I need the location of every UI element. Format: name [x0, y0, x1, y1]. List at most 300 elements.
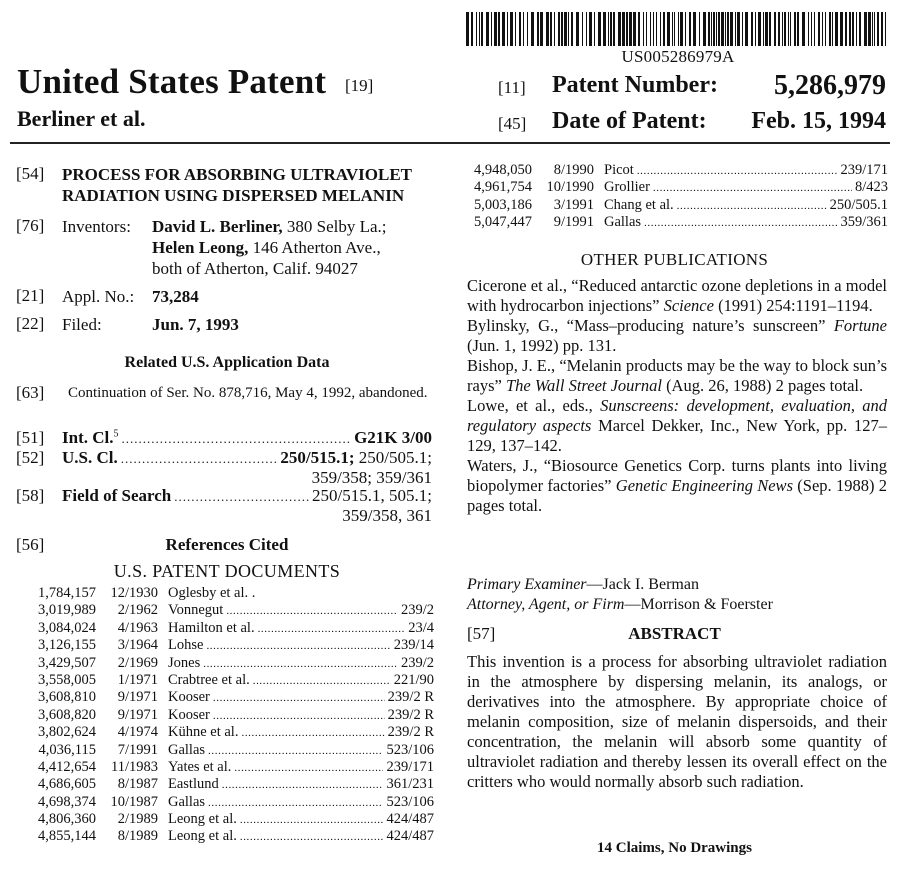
publication-source: Fortune [833, 316, 887, 335]
publication-text: Waters, J., “Biosource Genetics Corp. turns plants into living biopolymer factories” [467, 456, 887, 495]
dot-leader [121, 451, 278, 467]
inventor-name: David L. Berliner, [152, 217, 283, 236]
other-publications-heading: OTHER PUBLICATIONS [580, 250, 769, 269]
reference-inventor: Hamilton et al. [168, 619, 255, 636]
field-code-52: [52] [16, 448, 45, 467]
reference-inventor: Gallas [168, 741, 206, 758]
date-of-patent-code: [45] [498, 114, 527, 133]
reference-inventor: Lohse [168, 637, 204, 654]
reference-class: 239/2 [400, 602, 434, 619]
publication-entry [467, 316, 887, 356]
reference-inventor: Vonnegut [168, 602, 224, 619]
barcode-bar [481, 12, 483, 46]
references-cited-heading: References Cited [165, 535, 289, 554]
barcode-bar [874, 12, 875, 46]
patent-reference-row [34, 672, 434, 689]
inventor-suffix: both of Atherton, Calif. 94027 [152, 259, 358, 278]
barcode-bar [802, 12, 805, 46]
reference-inventor-cell [168, 585, 434, 603]
patent-reference-row [34, 585, 434, 602]
barcode-bar [510, 12, 513, 46]
publication-source: Science [663, 296, 714, 315]
barcode-bar [864, 12, 867, 46]
primary-examiner [467, 575, 699, 595]
reference-inventor-cell [168, 724, 434, 742]
patent-references-table-left [34, 585, 434, 846]
us-cl-label: U.S. Cl. [62, 448, 118, 467]
reference-date: 12/1930 [110, 585, 158, 601]
reference-inventor-cell [168, 707, 434, 725]
reference-inventor: Jones [168, 654, 201, 671]
reference-number: 4,698,374 [38, 793, 96, 810]
reference-inventor: Gallas [168, 793, 206, 810]
dot-leader [203, 656, 398, 673]
reference-inventor-cell [604, 214, 888, 232]
patent-number-value: 5,286,979 [774, 70, 886, 101]
barcode-bar [564, 12, 567, 46]
reference-number: 5,003,186 [474, 196, 532, 213]
dot-leader [240, 812, 384, 829]
reference-inventor-cell [168, 689, 434, 707]
patent-reference-row [34, 637, 434, 654]
barcode-bar [718, 12, 720, 46]
reference-class: 239/14 [393, 637, 434, 654]
reference-inventor: Kooser [168, 706, 210, 723]
barcode-bar [515, 12, 516, 46]
barcode-bar [663, 12, 665, 46]
barcode-bar [486, 12, 489, 46]
us-cl-value [280, 448, 432, 468]
barcode-bar [589, 12, 592, 46]
publication-entry [467, 396, 887, 456]
patent-reference-row [34, 742, 434, 759]
barcode-bar [868, 12, 871, 46]
barcode-bar [742, 12, 743, 46]
dot-leader [222, 777, 384, 794]
attorney-label: Attorney, Agent, or Firm [467, 596, 625, 613]
reference-class: 23/4 [408, 619, 434, 636]
dot-leader [208, 795, 383, 812]
dot-leader [677, 198, 827, 215]
barcode-bar [656, 12, 657, 46]
barcode-bar [633, 12, 636, 46]
reference-inventor: Gallas [604, 214, 642, 231]
barcode-bar [561, 12, 563, 46]
inventor-name: Helen Leong, [152, 238, 249, 257]
barcode-bar [737, 12, 740, 46]
reference-number: 5,047,447 [474, 214, 532, 231]
filed-label: Filed: [62, 315, 102, 334]
barcode-bar [725, 12, 726, 46]
barcode-bar [763, 12, 764, 46]
reference-date: 4/1974 [117, 724, 158, 741]
us-cl-secondary: 250/505.1; [354, 448, 432, 467]
reference-date: 8/1989 [117, 828, 158, 845]
barcode-bar [626, 12, 628, 46]
reference-number: 3,019,989 [38, 602, 96, 619]
patent-reference-row [34, 776, 434, 793]
barcode-bar [825, 12, 826, 46]
barcode-bar [735, 12, 736, 46]
barcode-bar [765, 12, 768, 46]
barcode-bar [598, 12, 601, 46]
examiner-label: Primary Examiner [467, 576, 587, 593]
reference-date: 3/1964 [117, 637, 158, 654]
barcode-bar [872, 12, 873, 46]
barcode-bar [845, 12, 847, 46]
field-code-21: [21] [16, 286, 45, 305]
reference-inventor-cell [604, 162, 888, 180]
reference-date: 8/1987 [117, 776, 158, 793]
reference-number: 1,784,157 [38, 585, 96, 601]
barcode-bar [646, 12, 647, 46]
reference-class: 361/231 [386, 776, 434, 793]
reference-number: 4,806,360 [38, 811, 96, 828]
reference-date: 10/1987 [110, 793, 158, 810]
reference-inventor-cell [168, 655, 434, 673]
barcode-bar [603, 12, 606, 46]
barcode [466, 12, 890, 46]
field-code-76: [76] [16, 216, 45, 235]
reference-inventor-cell [604, 197, 888, 215]
reference-inventor: Picot [604, 162, 634, 178]
reference-number: 3,084,024 [38, 619, 96, 636]
reference-inventor: Crabtree et al. [168, 671, 250, 688]
barcode-bar [832, 12, 833, 46]
barcode-bar [582, 12, 583, 46]
publication-details: (Aug. 26, 1988) 2 pages total. [661, 376, 864, 395]
barcode-bar [643, 12, 644, 46]
barcode-bar [667, 12, 670, 46]
dot-leader [253, 673, 391, 690]
publication-text: Bylinsky, G., “Mass–producing nature’s sunscreen” [467, 316, 834, 335]
appl-no-label: Appl. No.: [62, 287, 135, 306]
reference-date: 2/1962 [117, 602, 158, 619]
reference-number: 4,855,144 [38, 828, 96, 845]
us-cl-row [62, 448, 432, 468]
barcode-bar [568, 12, 569, 46]
related-data-heading: Related U.S. Application Data [124, 354, 330, 371]
barcode-bar [680, 12, 683, 46]
reference-number: 3,608,820 [38, 706, 96, 723]
barcode-bar [788, 12, 789, 46]
barcode-bar [751, 12, 753, 46]
reference-class: 523/106 [386, 741, 434, 758]
reference-inventor: Leong et al. [168, 828, 237, 845]
reference-class: 221/90 [393, 671, 434, 688]
barcode-bar [755, 12, 756, 46]
barcode-bar [727, 12, 729, 46]
publication-text: Bishop, J. E., “Melanin products may be the way to block sun’s rays” [467, 356, 887, 395]
dot-leader [644, 215, 837, 232]
reference-class: 239/2 R [387, 724, 434, 741]
reference-inventor: Grollier [604, 179, 650, 196]
field-of-search-row [62, 486, 432, 506]
patent-reference-row [34, 602, 434, 619]
publication-text: Lowe, et al., eds., [467, 396, 601, 415]
barcode-bar [576, 12, 579, 46]
reference-date: 9/1971 [117, 706, 158, 723]
dot-leader [241, 725, 384, 742]
reference-number: 3,802,624 [38, 724, 96, 741]
dot-leader [258, 621, 406, 638]
barcode-bar [835, 12, 838, 46]
barcode-bar [699, 12, 700, 46]
barcode-bar [774, 12, 776, 46]
barcode-bar [689, 12, 691, 46]
document-title: United States Patent [17, 62, 327, 101]
reference-inventor-cell [168, 811, 434, 829]
us-cl-continuation: 359/358; 359/361 [311, 468, 432, 487]
reference-inventor: Yates et al. [168, 758, 232, 775]
reference-class: 250/505.1 [829, 196, 888, 213]
barcode-bar [822, 12, 823, 46]
reference-number: 4,036,115 [38, 741, 96, 758]
patent-reference-row [34, 655, 434, 672]
filed-value: Jun. 7, 1993 [152, 315, 239, 334]
barcode-bar [674, 12, 675, 46]
barcode-bar [790, 12, 791, 46]
title-code: [19] [345, 76, 374, 95]
int-cl-label-text: Int. Cl. [62, 428, 114, 447]
reference-inventor-cell [168, 776, 434, 794]
reference-inventor: Kooser [168, 689, 210, 706]
patent-reference-row [34, 828, 434, 845]
field-code-58: [58] [16, 486, 45, 505]
reference-inventor: Chang et al. [604, 196, 674, 213]
us-patent-documents-heading: U.S. PATENT DOCUMENTS [113, 561, 341, 581]
abstract-heading: ABSTRACT [628, 624, 721, 643]
barcode-bar [594, 12, 595, 46]
barcode-bar [537, 12, 539, 46]
barcode-bar [877, 12, 879, 46]
reference-number: 4,412,654 [38, 758, 96, 775]
barcode-bar [498, 12, 500, 46]
barcode-bar [713, 12, 715, 46]
dot-leader [637, 163, 838, 180]
reference-class: 424/487 [386, 828, 434, 845]
reference-inventor: Oglesby et al. . [168, 585, 256, 601]
barcode-text: US005286979A [621, 47, 735, 66]
field-code-51: [51] [16, 428, 45, 447]
reference-inventor-cell [168, 828, 434, 846]
barcode-bar [797, 12, 799, 46]
appl-no-value: 73,284 [152, 287, 199, 306]
dot-leader [653, 180, 852, 197]
barcode-bar [778, 12, 780, 46]
barcode-bar [769, 12, 771, 46]
publication-details: (1991) 254:1191–1194. [713, 296, 873, 315]
reference-date: 3/1991 [553, 196, 594, 213]
barcode-bar [672, 12, 673, 46]
int-cl-value: G21K 3/00 [354, 428, 432, 447]
barcode-bar [885, 12, 886, 46]
barcode-bar [554, 12, 555, 46]
barcode-bar [849, 12, 851, 46]
dot-leader [234, 760, 383, 777]
reference-class: 239/2 R [387, 689, 434, 706]
int-cl-edition: 5 [113, 428, 119, 440]
barcode-bar [519, 12, 521, 46]
barcode-bar [708, 12, 710, 46]
barcode-bar [745, 12, 748, 46]
reference-number: 3,608,810 [38, 689, 96, 706]
barcode-bar [840, 12, 843, 46]
patent-reference-row [34, 811, 434, 828]
field-of-search-label: Field of Search [62, 486, 172, 505]
publication-entry [467, 456, 887, 516]
barcode-bar [622, 12, 625, 46]
barcode-bar [476, 12, 477, 46]
field-code-63: [63] [16, 383, 45, 402]
inventor-entry [152, 237, 452, 258]
barcode-bar [784, 12, 786, 46]
dot-leader [213, 708, 385, 725]
publication-entry [467, 356, 887, 396]
barcode-bar [613, 12, 615, 46]
barcode-bar [653, 12, 654, 46]
reference-date: 2/1989 [117, 811, 158, 828]
patent-reference-row [470, 179, 888, 196]
patent-reference-row [470, 162, 888, 179]
reference-inventor-cell [168, 620, 434, 638]
publication-details: (Jun. 1, 1992) pp. 131. [467, 336, 617, 355]
dot-leader [240, 829, 384, 846]
barcode-bar [794, 12, 796, 46]
barcode-bar [814, 12, 815, 46]
inventor-entry [152, 216, 452, 237]
reference-inventor-cell [168, 794, 434, 812]
barcode-bar [491, 12, 492, 46]
reference-date: 10/1990 [546, 179, 594, 196]
field-of-search-continuation: 359/358, 361 [342, 506, 432, 525]
barcode-bar [782, 12, 783, 46]
barcode-bar [660, 12, 661, 46]
publication-source: Sunscreens: development, evaluation, and regulatory aspects [467, 396, 887, 435]
patent-reference-row [34, 620, 434, 637]
barcode-bar [546, 12, 549, 46]
publication-source: Genetic Engineering News [615, 476, 793, 495]
us-cl-primary: 250/515.1; [280, 448, 355, 467]
other-publications-list [467, 276, 887, 516]
attorney-value: —Morrison & Foerster [624, 596, 773, 613]
barcode-bar [852, 12, 854, 46]
barcode-bar [608, 12, 609, 46]
barcode-bar [703, 12, 706, 46]
patent-references-table-right [470, 162, 888, 232]
barcode-bar [610, 12, 612, 46]
barcode-bar [716, 12, 717, 46]
barcode-bar [558, 12, 560, 46]
barcode-bar [618, 12, 621, 46]
inventors-label: Inventors: [62, 217, 131, 236]
barcode-bar [856, 12, 857, 46]
dot-leader [208, 743, 383, 760]
authors: Berliner et al. [17, 106, 146, 131]
inventors-list [152, 216, 452, 279]
barcode-bar [466, 12, 469, 46]
barcode-bar [502, 12, 505, 46]
publication-text: Cicerone et al., “Reduced antarctic ozone depletions in a model with hydrocarbon injections” [467, 276, 887, 315]
reference-inventor-cell [168, 672, 434, 690]
patent-reference-row [34, 794, 434, 811]
reference-inventor-cell [168, 637, 434, 655]
barcode-bar [685, 12, 686, 46]
field-code-56: [56] [16, 535, 45, 554]
reference-number: 4,686,605 [38, 776, 96, 793]
continuation-text: Continuation of Ser. No. 878,716, May 4, 1992, abandoned. [68, 385, 428, 401]
barcode-bar [711, 12, 712, 46]
reference-class: 239/171 [840, 162, 888, 178]
reference-number: 3,558,005 [38, 671, 96, 688]
reference-inventor-cell [604, 179, 888, 197]
barcode-bar [811, 12, 812, 46]
barcode-bar [678, 12, 679, 46]
barcode-bar [730, 12, 733, 46]
int-cl-row [62, 428, 432, 448]
int-cl-label [62, 428, 118, 448]
barcode-bar [571, 12, 573, 46]
reference-class: 8/423 [854, 179, 888, 196]
reference-number: 4,948,050 [474, 162, 532, 178]
barcode-bar [721, 12, 724, 46]
date-of-patent-label: Date of Patent: [552, 108, 707, 134]
patent-number-label: Patent Number: [552, 72, 718, 98]
barcode-bar [829, 12, 831, 46]
barcode-bar [859, 12, 861, 46]
patent-reference-row [470, 197, 888, 214]
date-of-patent-value: Feb. 15, 1994 [751, 108, 886, 134]
inventor-address: 146 Atherton Ave., [248, 238, 381, 257]
dot-leader [213, 690, 385, 707]
barcode-bar [586, 12, 587, 46]
reference-inventor: Kühne et al. [168, 724, 239, 741]
patent-reference-row [34, 759, 434, 776]
reference-date: 7/1991 [117, 741, 158, 758]
reference-date: 4/1963 [117, 619, 158, 636]
reference-date: 1/1971 [117, 671, 158, 688]
reference-inventor: Leong et al. [168, 811, 237, 828]
reference-inventor-cell [168, 742, 434, 760]
barcode-bar [758, 12, 761, 46]
reference-class: 359/361 [840, 214, 888, 231]
field-code-57: [57] [467, 624, 496, 643]
examiner-value: —Jack I. Berman [586, 576, 699, 593]
barcode-bar [479, 12, 480, 46]
patent-reference-row [470, 214, 888, 231]
publication-source: The Wall Street Journal [505, 376, 662, 395]
invention-title: PROCESS FOR ABSORBING ULTRAVIOLET RADIATION USING DISPERSED MELANIN [62, 165, 412, 205]
patent-reference-row [34, 707, 434, 724]
claims-summary: 14 Claims, No Drawings [596, 840, 752, 856]
reference-number: 3,429,507 [38, 654, 96, 671]
reference-class: 424/487 [386, 811, 434, 828]
reference-date: 9/1991 [553, 214, 594, 231]
dot-leader [226, 603, 398, 620]
reference-date: 11/1983 [111, 758, 158, 775]
reference-inventor-cell [168, 759, 434, 777]
barcode-bar [808, 12, 809, 46]
publication-entry [467, 276, 887, 316]
reference-date: 9/1971 [117, 689, 158, 706]
barcode-bar [540, 12, 543, 46]
field-code-22: [22] [16, 314, 45, 333]
barcode-bar [650, 12, 651, 46]
barcode-bar [494, 12, 497, 46]
reference-number: 4,961,754 [474, 179, 532, 196]
reference-class: 239/2 R [387, 706, 434, 723]
patent-reference-row [34, 724, 434, 741]
